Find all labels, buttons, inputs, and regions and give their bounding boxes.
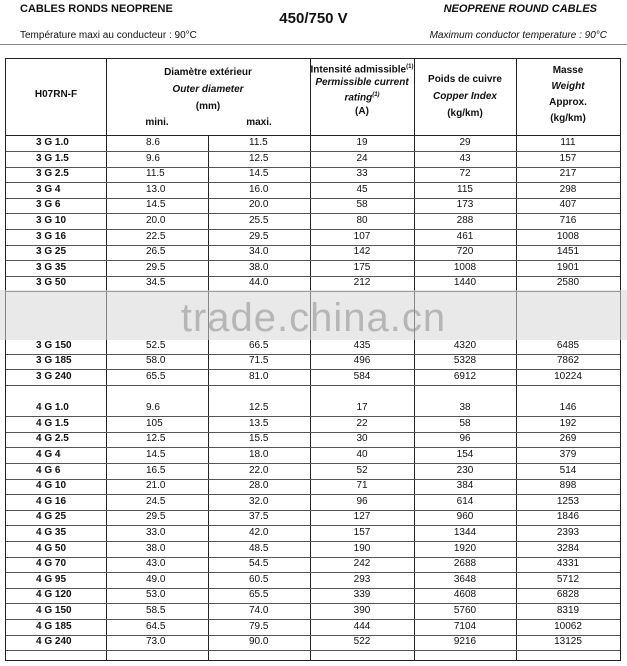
- table-row: [6, 448, 620, 464]
- cable-weight: 146: [559, 402, 577, 414]
- table-row: [6, 354, 620, 370]
- diameter-max: 22.0: [249, 464, 269, 476]
- cable-code: 4 G 1.5: [36, 417, 69, 429]
- copper-index: 4320: [453, 339, 477, 351]
- current-rating: 30: [356, 433, 368, 445]
- diameter-min: 65.5: [146, 371, 166, 382]
- copper-index: 5328: [453, 355, 477, 367]
- cable-weight: 13125: [554, 636, 582, 648]
- table-row: [6, 464, 620, 480]
- diameter-min: 64.5: [146, 620, 166, 632]
- current-rating: 40: [356, 449, 368, 460]
- cable-code: 4 G 120: [36, 589, 72, 601]
- table-row: [6, 401, 620, 417]
- cable-weight: 10062: [554, 620, 582, 632]
- diameter-max: 11.5: [249, 137, 268, 148]
- copper-index: 5760: [453, 605, 477, 616]
- cable-weight: 1846: [556, 511, 580, 523]
- copper-index: 960: [456, 511, 474, 523]
- cable-code: 4 G 70: [36, 558, 67, 570]
- current-rating: 24: [356, 152, 368, 164]
- title-french: CABLES RONDS NEOPRENE: [20, 3, 173, 15]
- diameter-max: 79.5: [249, 620, 269, 632]
- diameter-max: 12.5: [249, 402, 269, 414]
- table-row: [6, 620, 620, 636]
- table-row: [6, 136, 620, 152]
- diameter-min: 22.5: [146, 230, 166, 242]
- table-row: [6, 557, 620, 573]
- diameter-min: 16.5: [146, 464, 166, 476]
- current-header-english: Permissible current rating: [315, 77, 409, 104]
- cable-code: 4 G 1.0: [36, 402, 69, 414]
- diameter-max: 65.5: [249, 589, 269, 601]
- cable-weight: 407: [559, 199, 577, 211]
- current-rating: 157: [353, 527, 371, 538]
- cable-code: 3 G 1.0: [36, 137, 69, 148]
- table-row: [6, 167, 620, 183]
- table-row: [6, 604, 620, 620]
- diameter-min: 8.6: [146, 137, 160, 148]
- table-row: [6, 573, 620, 589]
- diameter-min: 49.0: [146, 573, 166, 585]
- cable-weight: 2580: [556, 277, 580, 289]
- header-divider: [0, 44, 627, 45]
- copper-index: 43: [459, 152, 471, 164]
- diameter-min: 29.5: [146, 261, 166, 273]
- cable-weight: 2393: [556, 527, 580, 538]
- table-row: [6, 542, 620, 558]
- current-rating: 242: [353, 558, 371, 570]
- min-header: mini.: [145, 117, 169, 128]
- cable-weight: 4331: [556, 558, 580, 570]
- table-row: [6, 339, 620, 355]
- cable-weight: 379: [559, 449, 577, 460]
- cable-code: 3 G 35: [36, 261, 67, 273]
- table-row: [6, 417, 620, 433]
- diameter-max: 66.5: [249, 339, 269, 351]
- diameter-max: 16.0: [249, 183, 269, 195]
- current-rating: 107: [353, 230, 371, 242]
- diameter-min: 24.5: [146, 495, 166, 507]
- table-row: [6, 152, 620, 168]
- diameter-min: 43.0: [146, 558, 166, 570]
- diameter-header-english: Outer diameter: [172, 84, 244, 95]
- cable-code: 3 G 25: [36, 246, 67, 258]
- current-rating: 17: [356, 402, 368, 414]
- cable-weight: 1008: [556, 230, 580, 242]
- copper-index: 72: [459, 168, 471, 180]
- table-row: [6, 261, 620, 277]
- cable-weight: 217: [559, 168, 577, 180]
- diameter-max: 25.5: [249, 215, 269, 226]
- diameter-min: 26.5: [146, 246, 166, 258]
- diameter-min: 58.0: [146, 355, 166, 367]
- table-row: [6, 370, 620, 386]
- copper-header: [414, 71, 516, 122]
- table-row: [6, 479, 620, 495]
- current-rating: 390: [353, 605, 371, 616]
- copper-index: 58: [459, 417, 471, 429]
- current-rating: 584: [353, 371, 371, 382]
- cable-code: 3 G 1.5: [36, 152, 69, 164]
- copper-index: 1344: [453, 527, 477, 538]
- cable-weight: 298: [559, 183, 577, 195]
- cable-code: 4 G 50: [36, 542, 67, 554]
- copper-unit: (kg/km): [447, 108, 483, 119]
- mass-header-english: Weight: [551, 81, 585, 92]
- cable-weight: 10224: [554, 371, 582, 382]
- table-body: [6, 135, 620, 660]
- diameter-max: 81.0: [249, 371, 269, 382]
- diameter-max: 48.5: [249, 542, 269, 554]
- current-rating: 293: [353, 573, 371, 585]
- table-row: [6, 245, 620, 261]
- diameter-min: 11.5: [146, 168, 165, 180]
- diameter-max: 60.5: [249, 573, 269, 585]
- current-rating: 212: [353, 277, 371, 289]
- diameter-max: 12.5: [249, 152, 269, 164]
- copper-index: 288: [456, 215, 474, 226]
- cable-code: 4 G 2.5: [36, 433, 69, 445]
- table-row: [6, 588, 620, 604]
- cable-code: 3 G 150: [36, 339, 72, 351]
- max-header: maxi.: [246, 117, 272, 128]
- copper-index: 6912: [453, 371, 477, 382]
- copper-index: 173: [456, 199, 474, 211]
- cable-weight: 716: [559, 215, 577, 226]
- cable-weight: 3284: [556, 542, 580, 554]
- cable-code: 3 G 16: [36, 230, 67, 242]
- diameter-min: 29.5: [146, 511, 166, 523]
- copper-index: 384: [456, 480, 474, 492]
- diameter-min: 73.0: [146, 636, 166, 648]
- diameter-header-french: Diamètre extérieur: [164, 67, 252, 78]
- copper-header-english: Copper Index: [433, 91, 497, 102]
- diameter-max: 14.5: [249, 168, 269, 180]
- current-rating: 52: [356, 464, 368, 476]
- current-rating: 33: [356, 168, 368, 180]
- code-header: H07RN-F: [34, 89, 78, 100]
- copper-index: 38: [459, 402, 471, 414]
- diameter-max: 74.0: [249, 605, 269, 616]
- cable-code: 4 G 4: [36, 449, 61, 460]
- diameter-min: 34.5: [146, 277, 166, 289]
- diameter-max: 37.5: [249, 511, 269, 523]
- current-rating: 142: [353, 246, 371, 258]
- table-row: [6, 183, 620, 199]
- current-rating: 496: [353, 355, 371, 367]
- copper-index: 230: [456, 464, 474, 476]
- cable-code: 4 G 10: [36, 480, 67, 492]
- cable-code: 4 G 6: [36, 464, 61, 476]
- copper-index: 154: [456, 449, 474, 460]
- table-row: [6, 510, 620, 526]
- current-rating: 58: [356, 199, 368, 211]
- title-english: NEOPRENE ROUND CABLES: [443, 3, 597, 15]
- diameter-max: 15.5: [249, 433, 269, 445]
- cable-code: 4 G 95: [36, 573, 67, 585]
- table-row: [6, 495, 620, 511]
- cable-code: 3 G 4: [36, 183, 61, 195]
- cable-code: 3 G 6: [36, 199, 61, 211]
- table-header: [6, 59, 620, 136]
- current-rating: 522: [353, 636, 371, 648]
- temperature-french: Température maxi au conducteur : 90°C: [20, 30, 197, 41]
- cable-weight: 898: [559, 480, 577, 492]
- diameter-min: 53.0: [146, 589, 166, 601]
- diameter-max: 38.0: [249, 261, 269, 273]
- cable-code: 4 G 35: [36, 527, 67, 538]
- copper-index: 1008: [453, 261, 477, 273]
- current-rating: 45: [356, 183, 368, 195]
- cable-weight: 7862: [556, 355, 580, 367]
- diameter-min: 21.0: [146, 480, 166, 492]
- table-row: [6, 198, 620, 214]
- copper-index: 720: [456, 246, 474, 258]
- cable-weight: 5712: [556, 573, 580, 585]
- current-header-french: Intensité admissible: [310, 64, 407, 76]
- current-rating: 96: [356, 495, 368, 507]
- mass-approx: Approx.: [549, 97, 587, 108]
- diameter-max: 13.5: [249, 417, 269, 429]
- diameter-min: 105: [146, 417, 163, 429]
- table-row: [6, 214, 620, 230]
- diameter-max: 28.0: [249, 480, 269, 492]
- diameter-max: 90.0: [249, 636, 269, 648]
- current-rating: 80: [356, 215, 368, 226]
- diameter-min: 9.6: [146, 402, 160, 414]
- voltage-rating: 450/750 V: [279, 10, 348, 27]
- cable-code: 4 G 25: [36, 511, 67, 523]
- diameter-min: 38.0: [146, 542, 166, 554]
- temperature-english: Maximum conductor temperature : 90°C: [429, 30, 607, 41]
- diameter-min: 33.0: [146, 527, 166, 538]
- current-rating: 435: [353, 339, 371, 351]
- cable-weight: 6485: [556, 339, 580, 351]
- cable-weight: 111: [560, 137, 576, 148]
- copper-header-french: Poids de cuivre: [428, 74, 502, 85]
- current-rating: 339: [353, 589, 371, 601]
- copper-index: 614: [456, 495, 474, 507]
- diameter-max: 32.0: [249, 495, 269, 507]
- cable-code: 3 G 2.5: [36, 168, 69, 180]
- cable-weight: 157: [559, 152, 577, 164]
- current-unit: (A): [355, 105, 369, 117]
- copper-index: 7104: [453, 620, 477, 632]
- diameter-max: 18.0: [249, 449, 269, 460]
- table-row: [6, 526, 620, 542]
- copper-index: 9216: [453, 636, 477, 648]
- mass-unit: (kg/km): [550, 113, 586, 124]
- diameter-max: 71.5: [249, 355, 269, 367]
- cable-weight: 514: [559, 464, 577, 476]
- current-rating: 127: [353, 511, 371, 523]
- diameter-min: 20.0: [146, 215, 166, 226]
- current-rating: 190: [353, 542, 371, 554]
- current-rating: 175: [353, 261, 371, 273]
- cable-weight: 1901: [556, 261, 580, 273]
- diameter-max: 54.5: [249, 558, 269, 570]
- current-rating: 19: [356, 137, 368, 148]
- table-row: [6, 386, 620, 401]
- diameter-max: 42.0: [249, 527, 269, 538]
- diameter-max: 29.5: [249, 230, 269, 242]
- watermark: trade.china.cn: [180, 296, 447, 340]
- cable-weight: 8319: [556, 605, 580, 616]
- current-rating: 444: [353, 620, 371, 632]
- current-rating: 22: [356, 417, 368, 429]
- cable-code: 4 G 16: [36, 495, 67, 507]
- table-row: [6, 432, 620, 448]
- mass-header: [516, 63, 620, 127]
- copper-index: 461: [456, 230, 474, 242]
- table-row: [6, 230, 620, 246]
- diameter-min: 14.5: [146, 449, 166, 460]
- current-header: [310, 61, 414, 118]
- cable-weight: 1253: [556, 495, 580, 507]
- diameter-min: 52.5: [146, 339, 166, 351]
- copper-index: 4608: [453, 589, 477, 601]
- diameter-min: 12.5: [146, 433, 166, 445]
- cable-code: 4 G 150: [36, 605, 72, 616]
- cable-code: 3 G 10: [36, 215, 67, 226]
- copper-index: 29: [459, 137, 471, 148]
- cable-code: 3 G 185: [36, 355, 72, 367]
- cable-weight: 269: [559, 433, 577, 445]
- mass-header-french: Masse: [552, 65, 584, 76]
- cable-weight: 6828: [556, 589, 580, 601]
- diameter-min: 58.5: [146, 605, 166, 616]
- footnote-marker-2: (1): [372, 92, 380, 99]
- diameter-max: 44.0: [249, 277, 269, 289]
- diameter-unit: (mm): [195, 101, 221, 112]
- cable-weight: 192: [559, 417, 577, 429]
- cable-code: 3 G 50: [36, 277, 67, 289]
- diameter-max: 20.0: [249, 199, 269, 211]
- footnote-marker: (1): [406, 64, 414, 70]
- diameter-min: 14.5: [146, 199, 166, 211]
- cable-weight: 1451: [556, 246, 580, 258]
- cable-code: 4 G 185: [36, 620, 72, 632]
- cable-code: 4 G 240: [36, 636, 72, 648]
- diameter-min: 9.6: [146, 152, 160, 164]
- copper-index: 115: [457, 183, 473, 195]
- cable-spec-table: [5, 58, 621, 661]
- copper-index: 1920: [453, 542, 477, 554]
- diameter-min: 13.0: [146, 183, 166, 195]
- document-header: [0, 0, 627, 44]
- copper-index: 3648: [453, 573, 477, 585]
- copper-index: 2688: [453, 558, 477, 570]
- cable-code: 3 G 240: [36, 371, 72, 382]
- table-row: [6, 635, 620, 651]
- copper-index: 1440: [453, 277, 477, 289]
- current-rating: 71: [356, 480, 368, 492]
- copper-index: 96: [459, 433, 471, 445]
- diameter-max: 34.0: [249, 246, 269, 258]
